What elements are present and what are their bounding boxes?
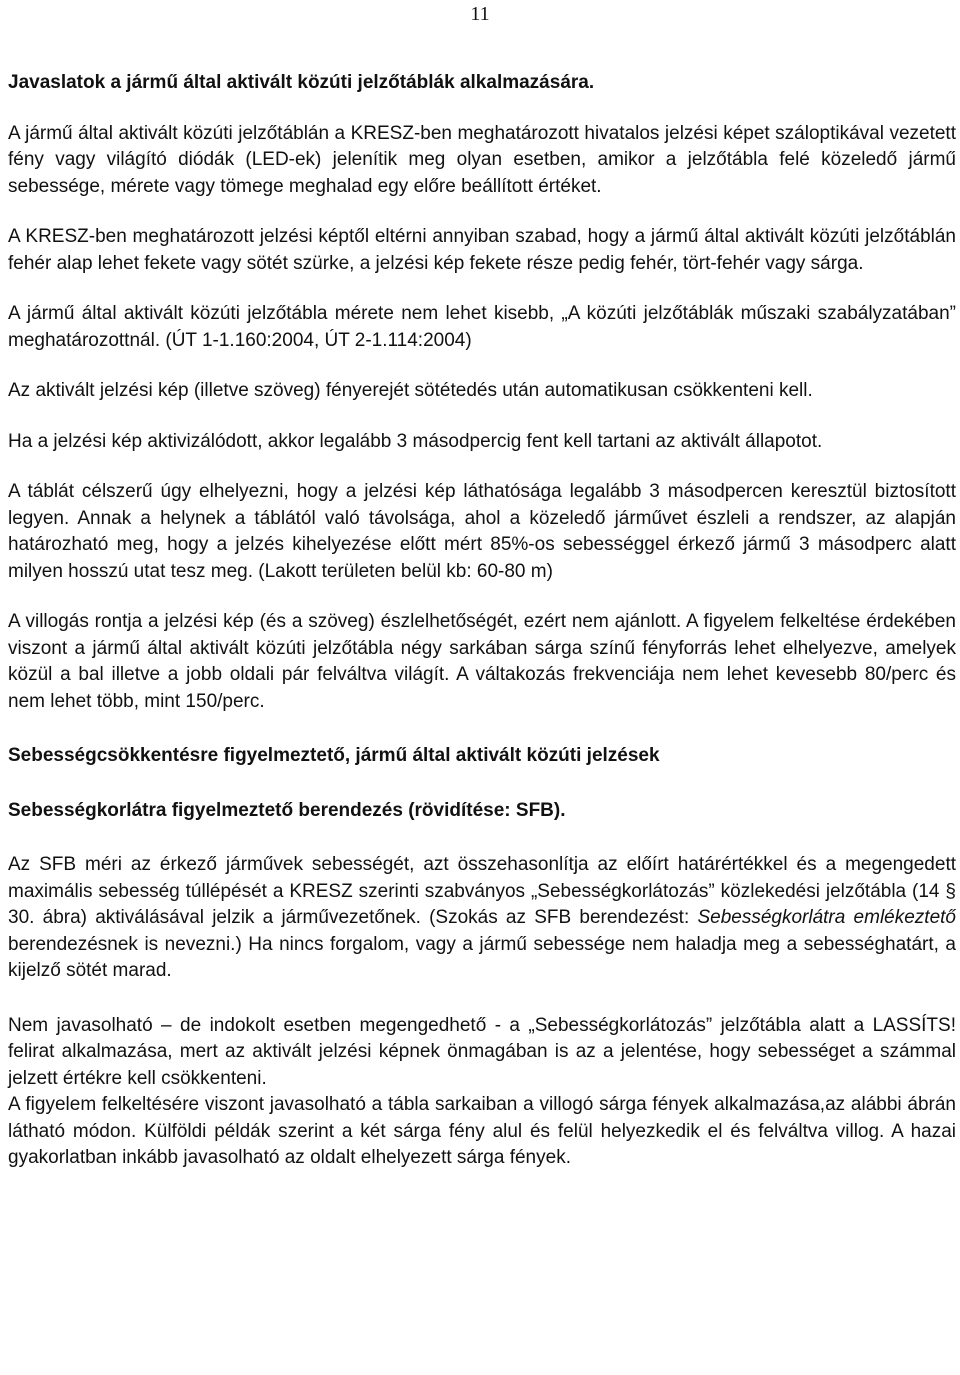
page-number [0,2,960,26]
paragraph-duration: Ha a jelzési kép aktivizálódott, akkor legalább 3 másodpercig fent kell tartani az aktivált állapotot. [8,430,823,452]
document-body [8,70,956,1172]
paragraph-deviation: A KRESZ-ben meghatározott jelzési képtől eltérni annyiban szabad, hogy a jármű által aktivált közúti jelzőtáblán fehér alap lehet fekete vagy sötét szürke, a jelzési kép fekete része pedig fehér, tört-fehér vagy sárga. [8,226,956,274]
section-heading-sfb: Sebességkorlátra figyelmeztető berendezés (rövidítése: SFB). [8,799,566,821]
section-heading-speed-warning: Sebességcsökkentésre figyelmeztető, jármű által aktivált közúti jelzések [8,745,660,766]
paragraph-sfb-part1: Az SFB méri az érkező járművek sebességét, azt összehasonlítja az előírt határértékkel és a megengedett maximális sebesség túllépését a KRESZ szerinti szabványos „Sebességkorlátozás” közlekedési jelzőtábla (14 § 30. ábra) aktiválásával jelzik a járművezetőnek. (Szokás az SFB berendezést: [8,854,956,928]
paragraph-sfb-part2: berendezésnek is nevezni.) Ha nincs forgalom, vagy a jármű sebessége nem haladja meg a sebességhatárt, a kijelző sötét marad. [8,933,956,981]
paragraph-flashing: A villogás rontja a jelzési kép (és a szöveg) észlelhetőségét, ezért nem ajánlott. A figyelem felkeltése érdekében viszont a jármű által aktivált közúti jelzőtábla négy sarkában sárga színű fényforrás lehet elhelyezve, amelyek közül a bal illetve a jobb oldali pár felváltva világít. A váltakozás frekvenciája nem lehet kevesebb 80/perc és nem lehet több, mint 150/perc. [8,611,956,712]
paragraph-size: A jármű által aktivált közúti jelzőtábla mérete nem lehet kisebb, „A közúti jelzőtáblák műszaki szabályzatában” meghatározottnál. (ÚT 1-1.160:2004, ÚT 2-1.114:2004) [8,303,956,351]
paragraph-intro: A jármű által aktivált közúti jelzőtáblán a KRESZ-ben meghatározott hivatalos jelzési képet száloptikával vezetett fény vagy világító diódák (LED-ek) jelenítik meg olyan esetben, amikor a jelzőtábla felé közeledő jármű sebessége, mérete vagy tömege meghalad egy előre beállított értéket. [8,122,956,197]
section-heading-recommendations: Javaslatok a jármű által aktivált közúti jelzőtáblák alkalmazására. [8,72,595,93]
paragraph-yellow-lights: A figyelem felkeltésére viszont javasolható a tábla sarkaiban a villogó sárga fények alkalmazása,az alábbi ábrán látható módon. Külföldi példák szerint a két sárga fény alul és felül helyezkedik el és felváltva villog. A hazai gyakorlatban inkább javasolható az oldalt elhelyezett sárga fények. [8,1094,956,1168]
page-number-text: 11 [470,3,490,25]
paragraph-slow-down: Nem javasolható – de indokolt esetben megengedhető - a „Sebességkorlátozás” jelzőtábla alatt a LASSÍTS! felirat alkalmazása, mert az aktivált jelzési képnek önmagában is az a jelentése, hogy sebességet a számmal jelzett értékre kell csökkenteni. [8,1014,956,1089]
paragraph-sfb-italic: Sebességkorlátra emlékeztető [697,907,956,928]
paragraph-placement: A táblát célszerű úgy elhelyezni, hogy a jelzési kép láthatósága legalább 3 másodpercen keresztül biztosított legyen. Annak a helynek a táblától való távolsága, ahol a közeledő járművet észleli a rendszer, az alapján határozható meg, hogy a jelzés kihelyezése előtt mért 85%-os sebességgel érkező jármű 3 másodperc alatt milyen hosszú utat tesz meg. (Lakott területen belül kb: 60-80 m) [8,481,956,582]
paragraph-brightness: Az aktivált jelzési kép (illetve szöveg) fényerejét sötétedés után automatikusan csökkenteni kell. [8,380,813,401]
paragraph-sfb [8,852,956,985]
